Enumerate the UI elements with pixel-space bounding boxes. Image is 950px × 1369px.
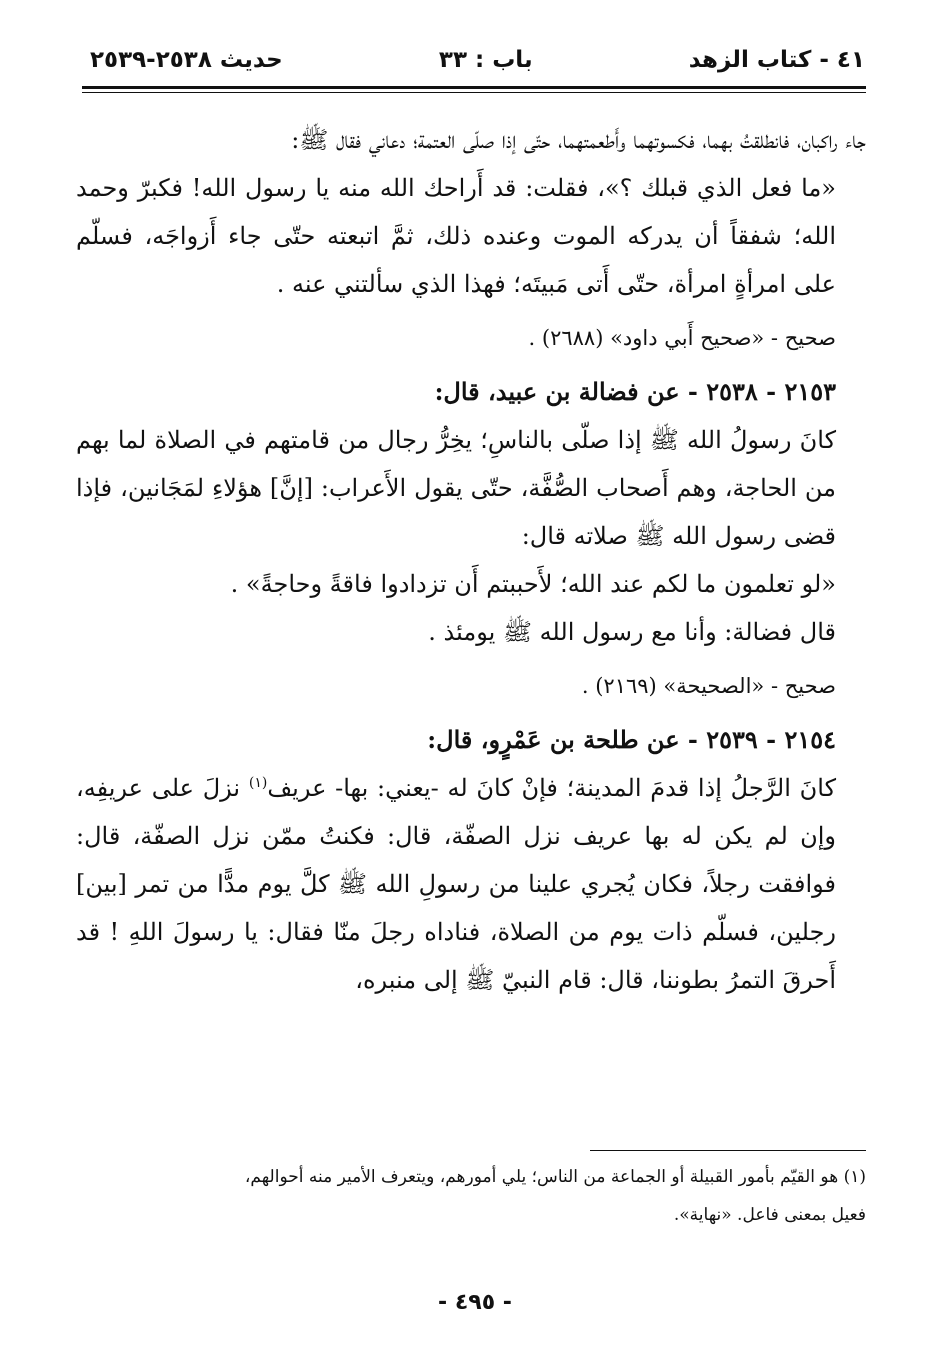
header-rule-thick (82, 86, 866, 89)
footnote: (١) هو القيّم بأمور القبيلة أو الجماعة من الناس؛ يلي أمورهم، ويتعرف الأمير منه أحوالهم، (244, 1167, 866, 1187)
paragraph-text: كانَ الرَّجلُ إذا قدمَ المدينة؛ فإنْ كانَ له -يعني: بها- عريف (267, 774, 836, 802)
paragraph: جاء راكبان، فانطلقتُ بهما، فكسوتهما وأَطعمتهما، حتّى إذا صلّى العتمة؛ دعاني فقال ﷺ: (291, 126, 866, 154)
header-chapter: ٤١ - كتاب الزهد (688, 47, 865, 73)
paragraph (76, 764, 866, 1004)
page-number: - ٤٩٥ - (438, 1290, 512, 1315)
paragraph-text: نزلَ على عريفِه، وإن لم يكن له بها عريف نزل الصفّة، قال: فكنتُ ممّن نزل الصفّة، قال: فوافقت رجلاً، فكان يُجري علينا من رسولِ الله ﷺ كلَّ يوم مدًّا من تمر [بين] رجلين، فسلّم ذات يوم من الصلاة، فناداه رجلَ منّا فقال: يا رسولَ اللهِ ! قد أَحرقَ التمرُ بطوننا، قال: قام النبيّ ﷺ إلى منبره، (76, 774, 836, 994)
paragraph: «لو تعلمون ما لكم عند الله؛ لأَحببتم أَن تزدادوا فاقةً وحاجةً» . (230, 570, 836, 598)
header-hadith-range: حديث ٢٥٣٨-٢٥٣٩ (90, 47, 283, 73)
header-section: باب : ٣٣ (438, 47, 533, 73)
hadith-heading: ٢١٥٤ - ٢٥٣٩ - عن طلحة بن عَمْرٍو، قال: (427, 725, 836, 754)
footnote-marker: (١) (248, 775, 268, 791)
paragraph: «ما فعل الذي قبلك ؟»، فقلت: قد أَراحك الله منه يا رسول الله! فكبرّ وحمد الله؛ شفقاً أن يدركه الموت وعنده ذلك، ثمَّ اتبعته حتّى جاء أَزواجَه، فسلّم على امرأةٍ امرأة، حتّى أَتى مَبيتَه؛ فهذا الذي سألتني عنه . (76, 174, 836, 298)
hadith-grade: صحيح - «الصحيحة» (٢١٦٩) . (581, 674, 836, 698)
hadith-grade: صحيح - «صحيح أَبي داود» (٢٦٨٨) . (528, 326, 836, 350)
main-text (76, 116, 866, 1004)
footnote: فعيل بمعنى فاعل. «نهاية». (673, 1205, 866, 1225)
hadith-heading: ٢١٥٣ - ٢٥٣٨ - عن فضالة بن عبيد، قال: (434, 377, 836, 406)
footnote-rule (590, 1150, 866, 1151)
paragraph: كانَ رسولُ الله ﷺ إذا صلّى بالناسِ؛ يخِرُّ رجال من قامتهم في الصلاة لما بهم من الحاجة، وهم أَصحاب الصُّفَّة، حتّى يقول الأَعراب: [إنَّ] هؤلاءِ لمَجَانين، فإذا قضى رسول الله ﷺ صلاته قال: (76, 426, 836, 550)
paragraph: قال فضالة: وأنا مع رسول الله ﷺ يومئذ . (428, 618, 836, 646)
header-rule-thin (82, 92, 866, 93)
footnotes (76, 1158, 866, 1234)
running-header (90, 38, 865, 82)
